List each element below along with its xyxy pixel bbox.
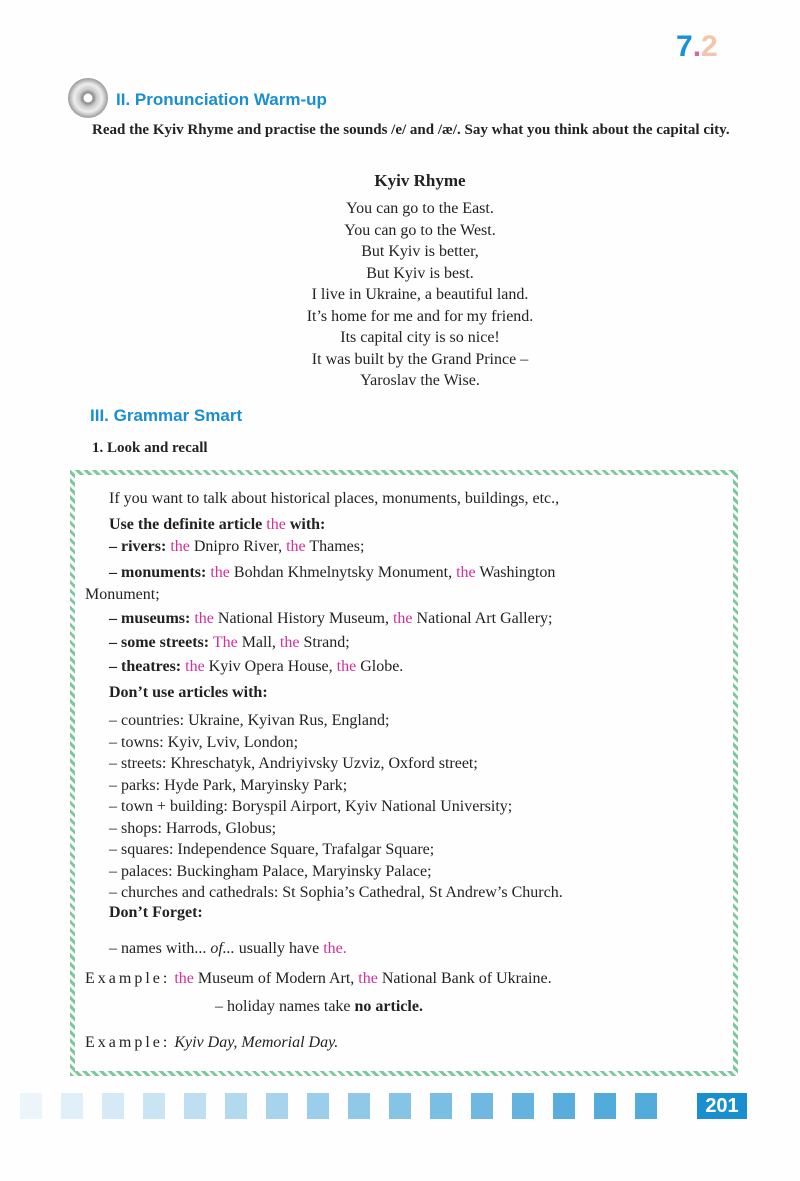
the-word: the	[170, 538, 190, 555]
item-label: – theatres:	[109, 658, 182, 675]
item-text: Kyiv Opera House,	[204, 658, 337, 675]
example-text: Museum of Modern Art,	[193, 970, 359, 987]
item-text: Thames;	[305, 538, 365, 555]
item-label: – monuments:	[109, 564, 207, 581]
example-text: National Bank of Ukraine.	[377, 970, 552, 987]
the-word: the	[456, 564, 476, 581]
decorative-bar	[471, 1093, 493, 1119]
the-word: the	[185, 658, 205, 675]
decorative-bar	[61, 1093, 83, 1119]
no-article-item: – streets: Khreschatyk, Andriyivsky Uzviz, Oxford street;	[109, 755, 478, 772]
the-word: the	[266, 516, 286, 533]
decorative-bar	[225, 1093, 247, 1119]
definite-item	[109, 537, 364, 556]
definite-item	[109, 563, 555, 582]
decorative-bar	[143, 1093, 165, 1119]
item-text: Mall,	[237, 634, 280, 651]
decorative-bar	[307, 1093, 329, 1119]
use-definite	[109, 515, 325, 534]
no-article-item: – churches and cathedrals: St Sophia’s Cathedral, St Andrew’s Church.	[109, 884, 563, 901]
kyiv-rhyme	[200, 170, 640, 392]
forget-title: Don’t Forget:	[109, 904, 203, 921]
example-label: Example:	[85, 970, 171, 987]
unit-major: 7	[676, 30, 693, 63]
the-word: the	[358, 970, 378, 987]
unit-minor: 2	[701, 30, 718, 63]
forget-post: usually have	[234, 940, 324, 957]
rhyme-line: I live in Ukraine, a beautiful land.	[311, 286, 529, 303]
decorative-bar	[266, 1093, 288, 1119]
section-title-pronunciation: II. Pronunciation Warm-up	[116, 90, 327, 109]
monument-cont: Monument;	[85, 586, 160, 603]
item-text: Strand;	[299, 634, 350, 651]
decorative-bar	[102, 1093, 124, 1119]
decorative-bar	[635, 1093, 657, 1119]
use-pre: Use the definite article	[109, 516, 267, 533]
decorative-bar	[20, 1093, 42, 1119]
rhyme-line: But Kyiv is better,	[361, 243, 479, 260]
item-text: National Art Gallery;	[412, 610, 553, 627]
rhyme-line: Its capital city is so nice!	[340, 329, 500, 346]
no-article-item: – countries: Ukraine, Kyivan Rus, England;	[109, 712, 390, 729]
rhyme-line: It was built by the Grand Prince –	[311, 350, 529, 368]
rhyme-line: It’s home for me and for my friend.	[306, 307, 534, 325]
example-2	[85, 1033, 338, 1052]
item-text: National History Museum,	[213, 610, 393, 627]
rhyme-title: Kyiv Rhyme	[374, 171, 466, 190]
holiday-pre: – holiday names take	[215, 998, 355, 1015]
the-word: the	[174, 970, 194, 987]
the-word: the	[286, 538, 306, 555]
use-post: with:	[285, 516, 326, 533]
decorative-bar	[594, 1093, 616, 1119]
unit-dot: .	[692, 30, 702, 63]
page-number: 201	[697, 1093, 747, 1119]
unit-label	[676, 30, 718, 64]
decorative-bar	[512, 1093, 534, 1119]
definite-item	[109, 609, 553, 628]
item-text: Bohdan Khmelnytsky Monument,	[229, 564, 457, 581]
the-word: the	[392, 610, 413, 627]
grammar-rule-box	[70, 470, 738, 1076]
definite-item	[109, 633, 350, 652]
intro: If you want to talk about historical places, monuments, buildings, etc.,	[109, 490, 560, 507]
holiday-line	[215, 997, 423, 1016]
cd-audio-icon	[68, 78, 108, 118]
the-word: the	[279, 634, 300, 651]
no-article-title: Don’t use articles with:	[109, 684, 268, 701]
decorative-bar	[553, 1093, 575, 1119]
holiday-bold: no article.	[354, 998, 423, 1015]
decorative-bar	[430, 1093, 452, 1119]
task-label: 1. Look and recall	[92, 440, 208, 456]
rhyme-line: Yaroslav the Wise.	[360, 372, 480, 389]
no-article-item: – palaces: Buckingham Palace, Maryinsky Palace;	[109, 862, 432, 880]
example2-text: Kyiv Day, Memorial Day.	[174, 1034, 339, 1051]
example-label: Example:	[85, 1034, 171, 1051]
forget-the: the.	[323, 940, 347, 957]
forget-of: of...	[210, 940, 235, 957]
the-word: the	[194, 610, 214, 627]
decorative-bar	[184, 1093, 206, 1119]
instruction: Read the Kyiv Rhyme and practise the sounds /e/ and /æ/. Say what you think about the capital city.	[92, 122, 730, 138]
no-article-item: – parks: Hyde Park, Maryinsky Park;	[109, 776, 348, 794]
item-label: – rivers:	[109, 538, 167, 555]
the-word: the	[210, 564, 230, 581]
no-article-item: – towns: Kyiv, Lviv, London;	[109, 733, 299, 751]
no-article-item: – shops: Harrods, Globus;	[109, 819, 277, 837]
item-text: Washington	[475, 564, 556, 581]
rhyme-line: But Kyiv is best.	[366, 264, 474, 282]
item-text: Dnipro River,	[189, 538, 287, 555]
no-article-item: – town + building: Boryspil Airport, Kyiv National University;	[109, 798, 513, 815]
decorative-bar	[348, 1093, 370, 1119]
rhyme-line: You can go to the West.	[344, 221, 496, 239]
rhyme-line: You can go to the East.	[346, 200, 494, 217]
forget-line	[109, 939, 347, 958]
item-label: – museums:	[109, 610, 191, 627]
the-word: the	[336, 658, 357, 675]
example-1	[85, 969, 552, 988]
definite-item	[109, 657, 403, 676]
the-word: The	[212, 634, 238, 651]
no-article-item: – squares: Independence Square, Trafalgar Square;	[109, 841, 435, 858]
decorative-bar	[389, 1093, 411, 1119]
item-label: – some streets:	[109, 634, 210, 651]
forget-pre: – names with...	[109, 940, 211, 957]
section-title-grammar: III. Grammar Smart	[90, 406, 243, 425]
item-text: Globe.	[356, 658, 404, 675]
